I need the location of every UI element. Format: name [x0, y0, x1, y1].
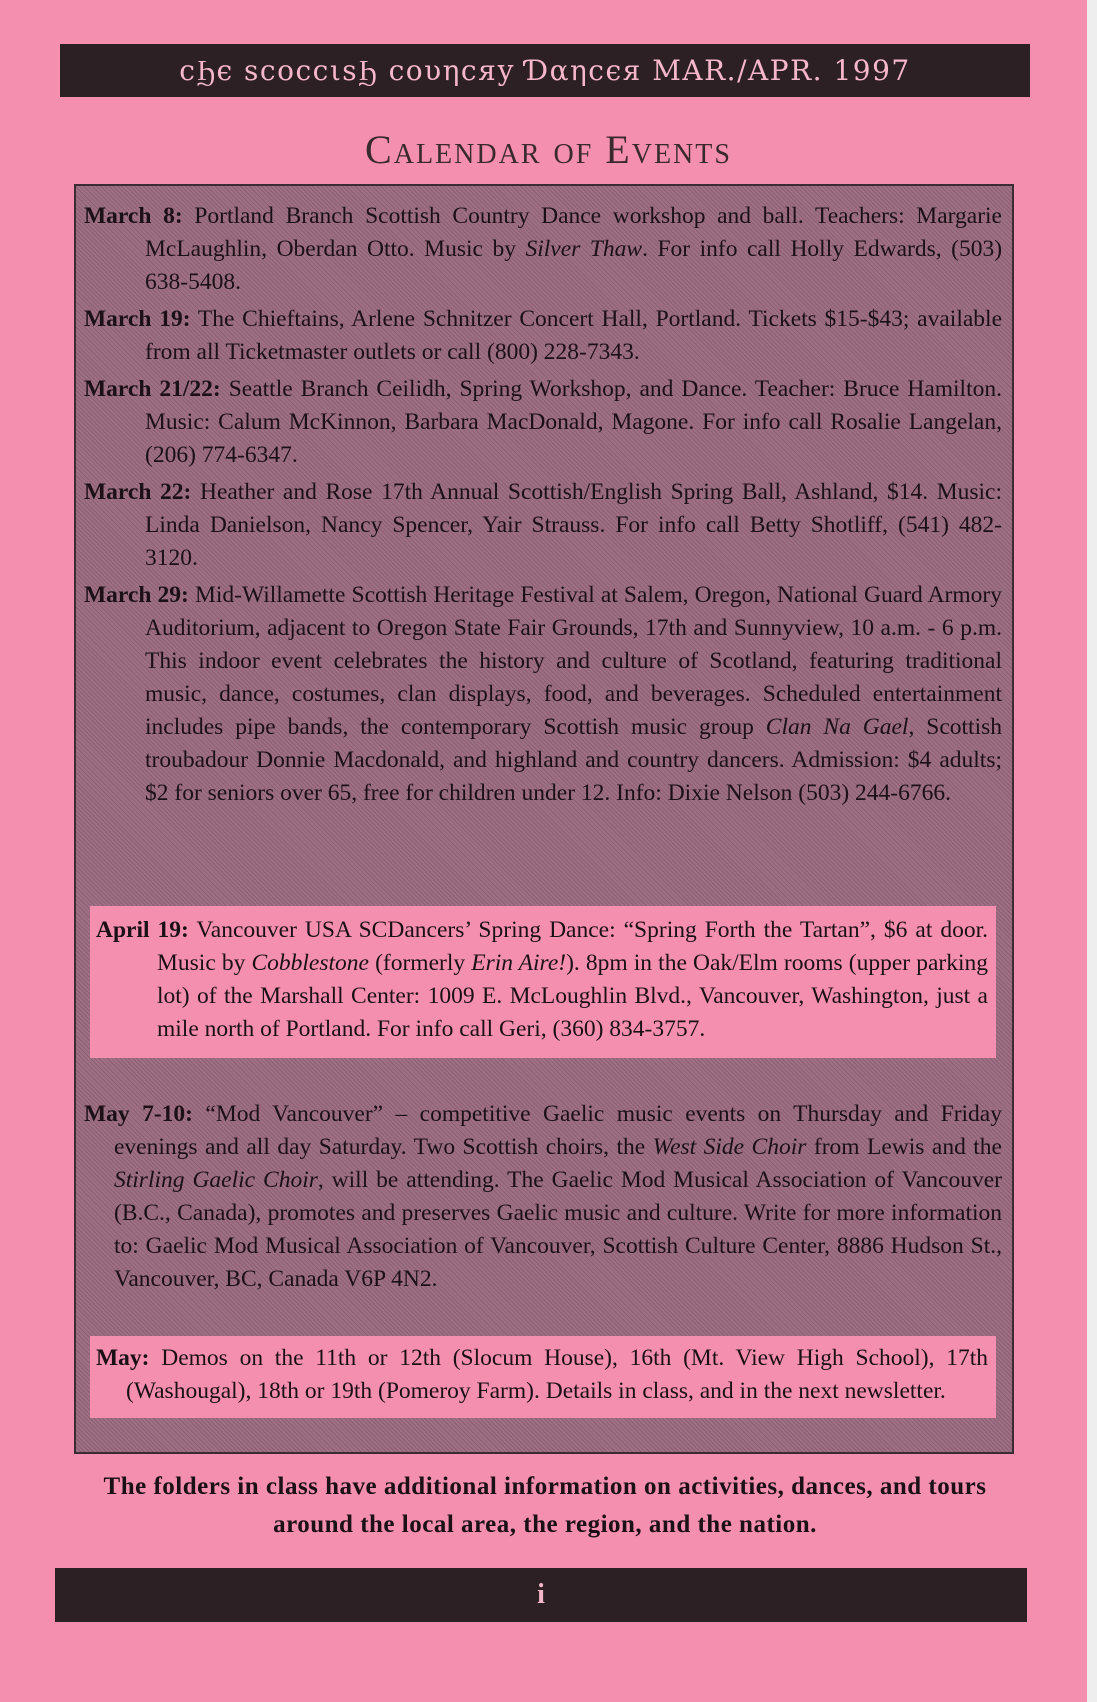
event-text: (formerly — [368, 950, 472, 976]
event-entry — [96, 1342, 988, 1408]
newsletter-masthead: ϲϦє ѕϲοϲϲιѕϦ ϲουηϲяу Ɗαηϲєя MAR./APR. 1997 — [60, 44, 1030, 97]
event-title-italic: Clan Na Gael — [765, 714, 909, 740]
event-text: ). 8pm in the Oak/Elm rooms (upper parking lot) of the Marshall Center: 1009 E. McLoughlin Blvd., Vancouver, Washington, just a mile north of Portland. For info call Geri, (360) 834-3757. — [157, 950, 988, 1042]
event-entry — [84, 303, 1002, 369]
page-edge — [1087, 0, 1097, 1702]
event-text: Vancouver USA SCDancers’ Spring Dance: “Spring Forth the Tartan”, $6 at door. Music by — [157, 917, 988, 976]
event-date: March 22: — [84, 479, 192, 505]
footer-note: The folders in class have additional information on activities, dances, and tours around the local area, the region, and the nation. — [103, 1473, 987, 1538]
page-footer-bar — [55, 1568, 1027, 1622]
event-text: The Chieftains, Arlene Schnitzer Concert Hall, Portland. Tickets $15-$43; available from all Ticketmaster outlets or call (800) 228-7343. — [145, 306, 1002, 365]
event-entry — [84, 373, 1002, 472]
may-demos-box — [90, 1336, 996, 1418]
event-text: Portland Branch Scottish Country Dance workshop and ball. Teachers: Margarie McLaughlin, Oberdan Otto. Music by — [145, 203, 1002, 262]
april-event-box — [90, 906, 996, 1058]
event-entry — [84, 476, 1002, 575]
event-text: Heather and Rose 17th Annual Scottish/English Spring Ball, Ashland, $14. Music: Linda Danielson, Nancy Spencer, Yair Strauss. For info call Betty Shotliff, (541) 482-3120. — [145, 479, 1002, 571]
event-text: “Mod Vancouver” – competitive Gaelic music events on Thursday and Friday evenings and all day Saturday. Two Scottish choirs, the — [114, 1101, 1002, 1160]
event-date: May: — [96, 1345, 150, 1371]
event-entry — [84, 1098, 1002, 1296]
event-date: March 19: — [84, 306, 191, 332]
event-text: , will be attending. The Gaelic Mod Musical Association of Vancouver (B.C., Canada), promotes and preserves Gaelic music and culture. Write for more information to: Gaelic Mod Musical Association of Vancouver, Scottish Culture Center, 8886 Hudson St., Vancouver, BC, Canada V6P 4N2. — [114, 1167, 1002, 1292]
may-mod-event — [84, 1098, 1002, 1300]
event-text: , Scottish troubadour Donnie Macdonald, and highland and country dancers. Admission: $4 adults; $2 for seniors over 65, free for children under 12. Info: Dixie Nelson (503) 244-6766. — [145, 714, 1003, 806]
event-date: March 29: — [84, 582, 189, 608]
page-title: Calendar of Events — [365, 127, 732, 172]
event-text: from Lewis and the — [806, 1134, 1002, 1160]
calendar-box — [74, 184, 1014, 1454]
march-events — [84, 200, 1002, 814]
event-date: March 8: — [84, 203, 183, 229]
event-date: April 19: — [96, 917, 189, 943]
event-text: . For info call Holly Edwards, (503) 638-5408. — [145, 236, 1003, 295]
event-entry — [96, 914, 988, 1046]
event-text: Seattle Branch Ceilidh, Spring Workshop, and Dance. Teacher: Bruce Hamilton. Music: Calum McKinnon, Barbara MacDonald, Magone. For info call Rosalie Langelan, (206) 774-6347. — [145, 376, 1002, 468]
event-text: Mid-Willamette Scottish Heritage Festival at Salem, Oregon, National Guard Armory Auditorium, adjacent to Oregon State Fair Grounds, 17th and Sunnyview, 10 a.m. - 6 p.m. This indoor event celebrates the history and culture of Scotland, featuring traditional music, dance, costumes, clan displays, food, and beverages. Scheduled entertainment includes pipe bands, the contemporary Scottish music group — [145, 582, 1002, 740]
event-title-italic: West Side Choir — [652, 1134, 807, 1160]
event-title-italic: Silver Thaw — [525, 236, 643, 262]
event-date: March 21/22: — [84, 376, 221, 402]
page-number: i — [537, 1579, 545, 1610]
event-entry — [84, 200, 1002, 299]
event-text: Demos on the 11th or 12th (Slocum House), 16th (Mt. View High School), 17th (Washougal), 18th or 19th (Pomeroy Farm). Details in class, and in the next newsletter. — [126, 1345, 988, 1404]
event-title-italic: Stirling Gaelic Choir — [114, 1167, 318, 1193]
event-title-italic: Erin Aire! — [471, 950, 567, 976]
event-title-italic: Cobblestone — [251, 950, 369, 976]
event-entry — [84, 579, 1002, 810]
event-date: May 7-10: — [84, 1101, 193, 1127]
